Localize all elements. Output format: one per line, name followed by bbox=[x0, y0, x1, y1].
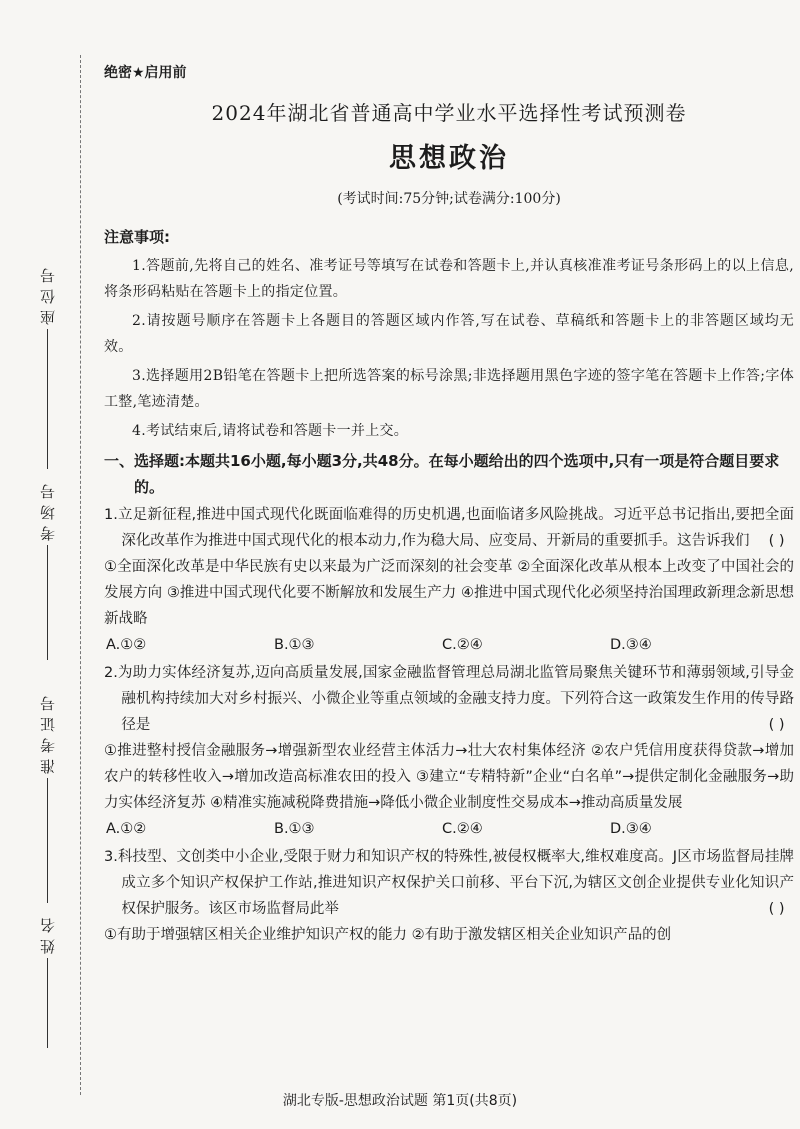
choice-a: A.①② bbox=[106, 637, 147, 653]
seat-number-label: 座位号 bbox=[38, 262, 57, 325]
ticket-number-label: 准考证号 bbox=[38, 690, 57, 774]
choice-b: B.①③ bbox=[274, 821, 315, 837]
choice-c: C.②④ bbox=[442, 821, 483, 837]
page-footer: 湖北专版-思想政治试题 第1页(共8页) bbox=[282, 1093, 518, 1109]
subject-title: 思想政治 bbox=[389, 143, 509, 174]
section-heading: 一、选择题:本题共16小题,每小题3分,共48分。在每小题给出的四个选项中,只有一项是符合题目要求的。 bbox=[104, 452, 780, 496]
question-stem-text: 2.为助力实体经济复苏,迈向高质量发展,国家金融监督管理总局湖北监管局聚焦关键环节和薄弱领域,引导金融机构持续加大对乡村振兴、小微企业等重点领域的金融支持力度。下列符合这一政策发生作用的传导路径是 bbox=[104, 665, 794, 733]
question-stem-text: 1.立足新征程,推进中国式现代化既面临难得的历史机遇,也面临诸多风险挑战。习近平总书记指出,要把全面深化改革作为推进中国式现代化的根本动力,作为稳大局、应变局、开新局的重要抓手。这告诉我们 bbox=[104, 507, 794, 549]
note-item: 4.考试结束后,请将试卷和答题卡一并上交。 bbox=[132, 423, 409, 439]
answer-choices bbox=[104, 632, 794, 658]
ticket-number-field bbox=[22, 690, 72, 903]
exam-room-label: 考场号 bbox=[38, 478, 57, 541]
name-blank-line bbox=[47, 958, 48, 1048]
exam-page-content bbox=[104, 60, 794, 948]
name-label: 姓名 bbox=[38, 912, 57, 954]
secret-label: 绝密★启用前 bbox=[104, 65, 187, 81]
choice-b: B.①③ bbox=[274, 637, 315, 653]
notes-title: 注意事项: bbox=[104, 228, 170, 246]
question-stem-text: 3.科技型、文创类中小企业,受限于财力和知识产权的特殊性,被侵权概率大,维权难度高。J区市场监督局挂牌成立多个知识产权保护工作站,推进知识产权保护关口前移、平台下沉,为辖区文创企业提供专业化知识产权保护服务。该区市场监督局此举 bbox=[104, 849, 794, 917]
choice-d: D.③④ bbox=[610, 821, 652, 837]
question-stem: 3.科技型、文创类中小企业,受限于财力和知识产权的特殊性,被侵权概率大,维权难度高。J区市场监督局挂牌成立多个知识产权保护工作站,推进知识产权保护关口前移、平台下沉,为辖区文创企业提供专业化知识产权保护服务。该区市场监督局此举 ( ) bbox=[104, 849, 794, 917]
question-3 bbox=[104, 844, 794, 948]
exam-room-field bbox=[22, 478, 72, 660]
exam-info: (考试时间:75分钟;试卷满分:100分) bbox=[337, 191, 561, 207]
note-item: 2.请按题号顺序在答题卡上各题目的答题区域内作答,写在试卷、草稿纸和答题卡上的非答题区域均无效。 bbox=[104, 313, 794, 355]
seat-number-blank-line bbox=[47, 329, 48, 469]
question-stem: 1.立足新征程,推进中国式现代化既面临难得的历史机遇,也面临诸多风险挑战。习近平总书记指出,要把全面深化改革作为推进中国式现代化的根本动力,作为稳大局、应变局、开新局的重要抓手。这告诉我们 ( ) bbox=[104, 507, 794, 549]
choice-a: A.①② bbox=[106, 821, 147, 837]
question-2 bbox=[104, 660, 794, 842]
note-item: 1.答题前,先将自己的姓名、准考证号等填写在试卷和答题卡上,并认真核准准考证号条形码上的以上信息,将条形码粘贴在答题卡上的指定位置。 bbox=[104, 258, 794, 300]
exam-room-blank-line bbox=[47, 545, 48, 660]
exam-title: 2024年湖北省普通高中学业水平选择性考试预测卷 bbox=[211, 101, 687, 125]
seat-number-field bbox=[22, 262, 72, 469]
question-statements: ①全面深化改革是中华民族有史以来最为广泛而深刻的社会变革 ②全面深化改革从根本上改变了中国社会的发展方向 ③推进中国式现代化要不断解放和发展生产力 ④推进中国式现代化必须坚持治国理政新理念新思想新战略 bbox=[104, 559, 794, 627]
name-field bbox=[22, 912, 72, 1048]
question-statements: ①推进整村授信金融服务→增强新型农业经营主体活力→壮大农村集体经济 ②农户凭信用度获得贷款→增加农户的转移性收入→增加改造高标准农田的投入 ③建立“专精特新”企业“白名单”→提供定制化金融服务→助力实体经济复苏 ④精准实施减税降费措施→降低小微企业制度性交易成本→推动高质量发展 bbox=[104, 743, 794, 811]
fold-dashed-line bbox=[80, 55, 81, 1095]
note-item: 3.选择题用2B铅笔在答题卡上把所选答案的标号涂黑;非选择题用黑色字迹的签字笔在答题卡上作答;字体工整,笔迹清楚。 bbox=[104, 368, 794, 410]
choice-d: D.③④ bbox=[610, 637, 652, 653]
question-1 bbox=[104, 502, 794, 658]
question-stem: 2.为助力实体经济复苏,迈向高质量发展,国家金融监督管理总局湖北监管局聚焦关键环节和薄弱领域,引导金融机构持续加大对乡村振兴、小微企业等重点领域的金融支持力度。下列符合这一政策发生作用的传导路径是 ( ) bbox=[104, 665, 794, 733]
question-statements: ①有助于增强辖区相关企业维护知识产权的能力 ②有助于激发辖区相关企业知识产品的创 bbox=[104, 927, 672, 943]
answer-choices bbox=[104, 816, 794, 842]
choice-c: C.②④ bbox=[442, 637, 483, 653]
ticket-number-blank-line bbox=[47, 778, 48, 903]
